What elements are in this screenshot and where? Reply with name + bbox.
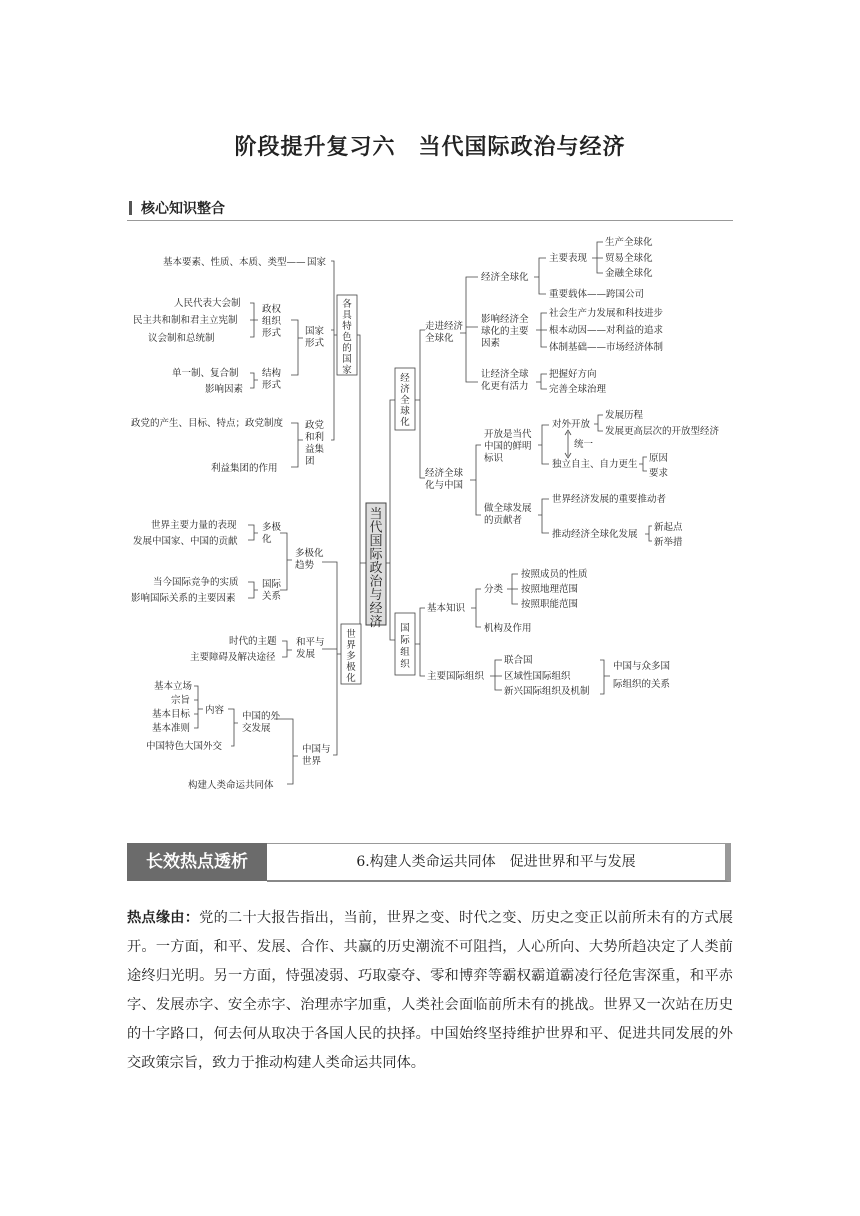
shehui: 社会生产力发展和科技进步	[549, 308, 664, 319]
duojihua-2: 化	[262, 534, 272, 545]
jingji-quanqiuhua: 经济全球化	[481, 272, 529, 283]
zhengdang: 政党的产生、目标、特点；政党制度	[131, 418, 284, 429]
zaiti: 重要载体——跨国公司	[549, 289, 645, 300]
zhineng: 按照职能范围	[521, 599, 579, 610]
yaoqiu: 要求	[649, 468, 669, 479]
jiegou-2: 形式	[262, 380, 282, 391]
kaifang-2: 中国的鲜明	[484, 441, 532, 452]
heping-1: 和平与	[296, 637, 325, 648]
jiegou-1: 结构	[262, 368, 282, 379]
zhengdang-label-2: 和利	[305, 432, 325, 443]
rang-2: 化更有活力	[481, 381, 529, 392]
zuo-2: 的贡献者	[484, 515, 523, 526]
zhengquan-2: 组织	[262, 316, 282, 327]
econ-node: 经济全球化	[400, 373, 410, 428]
zhengquan-3: 形式	[262, 328, 282, 339]
duli: 独立自主、自力更生	[552, 459, 638, 470]
bawo: 把握好方向	[549, 369, 597, 380]
zhongguo-shijie-1: 中国与	[302, 744, 331, 755]
shengchan: 生产全球化	[605, 237, 653, 248]
zhengdang-label-3: 益集	[305, 444, 325, 455]
duojihua-qushi-1: 多极化	[295, 548, 324, 559]
jigou: 机构及作用	[484, 623, 532, 634]
mubiao: 基本目标	[152, 709, 191, 720]
genben: 根本动因——对利益的追求	[549, 325, 664, 336]
hotspot-lead: 热点缘由：	[127, 910, 200, 926]
renda: 人民代表大会制	[174, 298, 241, 309]
guoji-guanxi-1: 国际	[262, 579, 282, 590]
zhuyao-zuzhi: 主要国际组织	[427, 671, 485, 682]
goujian: 构建人类命运共同体	[188, 780, 274, 791]
geng-gao: 发展更高层次的开放型经济	[605, 426, 720, 437]
fazhan-gongxian: 发展中国家、中国的贡献	[133, 536, 238, 547]
chengyuan: 按照成员的性质	[521, 569, 588, 580]
zuo-1: 做全球发展	[484, 503, 532, 514]
lianheguo: 联合国	[504, 655, 533, 666]
lichang: 基本立场	[154, 681, 193, 692]
tongyi: 统一	[574, 439, 594, 450]
jq-zhongguo-2: 化与中国	[425, 480, 464, 491]
tuidong-fz: 推动经济全球化发展	[552, 529, 638, 540]
section-heading-text: 核心知识整合	[141, 201, 225, 217]
shizhi: 当今国际竞争的实质	[153, 577, 239, 588]
zhengdang-label-4: 团	[305, 456, 315, 467]
zhongguo-zz-2: 际组织的关系	[613, 679, 671, 690]
heping-2: 发展	[296, 649, 316, 660]
jiben-zhishi: 基本知识	[427, 603, 466, 614]
world-node: 世界多极化	[346, 629, 356, 684]
guojia-label: 国家	[307, 257, 327, 268]
countries-node: 各具特色的国家	[342, 299, 352, 376]
jq-zhongguo-1: 经济全球	[425, 468, 464, 479]
zhengquan-1: 政权	[262, 304, 282, 315]
kaifang-1: 开放是当代	[484, 429, 532, 440]
waijiao-2: 交发展	[242, 723, 271, 734]
maoyi: 贸易全球化	[605, 253, 653, 264]
guoji-guanxi-2: 关系	[262, 591, 282, 602]
kaifang-3: 标识	[484, 453, 504, 464]
yingxiang: 影响因素	[205, 384, 244, 395]
duojihua-qushi-2: 趋势	[295, 560, 315, 571]
hotspot-topic: 6.构建人类命运共同体 促进世界和平与发展	[267, 843, 731, 882]
xinxing: 新兴国际组织及机制	[504, 686, 590, 697]
intl-node: 国际组织	[400, 623, 410, 670]
zhuti: 时代的主题	[229, 636, 277, 647]
zhongguo-shijie-2: 世界	[302, 756, 322, 767]
zhunze: 基本准则	[152, 723, 191, 734]
hotspot-label: 长效热点透析	[127, 843, 267, 881]
zoujin-1: 走进经济	[425, 321, 464, 332]
licheng: 发展历程	[605, 410, 644, 421]
yinsu: 影响国际关系的主要因素	[131, 593, 236, 604]
yingxiang-yinsu-2: 球化的主要	[481, 326, 529, 337]
xinjucuo: 新举措	[654, 537, 683, 548]
fenlei: 分类	[484, 584, 504, 595]
hotspot-body: 党的二十大报告指出，当前，世界之变、时代之变、历史之变正以前所未有的方式展开。一方面，和平、发展、合作、共赢的历史潮流不可阻挡，人心所向、大势所趋决定了人类前途终归光明。另一方面，恃强凌弱、巧取豪夺、零和博弈等霸权霸道霸凌行径危害深重，和平赤字、发展赤字、安全赤字、治理赤字加重，人类社会面临前所未有的挑战。世界又一次站在历史的十字路口，何去何从取决于各国人民的抉择。中国始终坚持维护世界和平、促进共同发展的外交政策宗旨，致力于推动构建人类命运共同体。	[127, 910, 733, 1071]
tuidong-zhe: 世界经济发展的重要推动者	[552, 494, 667, 505]
duiwai: 对外开放	[552, 419, 591, 430]
rang-1: 让经济全球	[481, 369, 529, 380]
zhengdang-label-1: 政党	[305, 420, 325, 431]
guojia-xingshi-2: 形式	[305, 338, 325, 349]
zhongguo-zz-1: 中国与众多国	[613, 661, 671, 672]
wanshan: 完善全球治理	[549, 384, 607, 395]
xinqidian: 新起点	[654, 522, 683, 533]
zhuyao-biaoxian: 主要表现	[549, 253, 588, 264]
center-node: 当代国际政治与经济	[369, 507, 383, 630]
dili: 按照地理范围	[521, 584, 579, 595]
jiben-yaosu: 基本要素、性质、本质、类型——	[163, 257, 306, 268]
duojihua-1: 多极	[262, 522, 282, 533]
danyi: 单一制、复合制	[172, 368, 239, 379]
minzhu: 民主共和制和君主立宪制	[133, 315, 238, 326]
waijiao-1: 中国的外	[242, 711, 281, 722]
zongzhi: 宗旨	[171, 695, 191, 706]
liyi: 利益集团的作用	[211, 463, 278, 474]
tese: 中国特色大国外交	[146, 741, 223, 752]
jinrong: 金融全球化	[605, 268, 653, 279]
tizhi: 体制基础——市场经济体制	[549, 342, 664, 353]
zhuyao-liliang: 世界主要力量的表现	[151, 520, 237, 531]
zhangai: 主要障碍及解决途径	[190, 652, 276, 663]
yingxiang-yinsu-1: 影响经济全	[481, 314, 529, 325]
neirong: 内容	[205, 705, 225, 716]
quyu: 区域性国际组织	[504, 671, 571, 682]
hotspot-banner	[127, 843, 733, 881]
yihui: 议会制和总统制	[148, 333, 215, 344]
hotspot-paragraph	[127, 904, 733, 1078]
yingxiang-yinsu-3: 因素	[481, 338, 501, 349]
yuanyin: 原因	[649, 453, 669, 464]
guojia-xingshi-1: 国家	[305, 326, 325, 337]
zoujin-2: 全球化	[425, 333, 454, 344]
page-title: 阶段提升复习六 当代国际政治与经济	[234, 135, 626, 160]
